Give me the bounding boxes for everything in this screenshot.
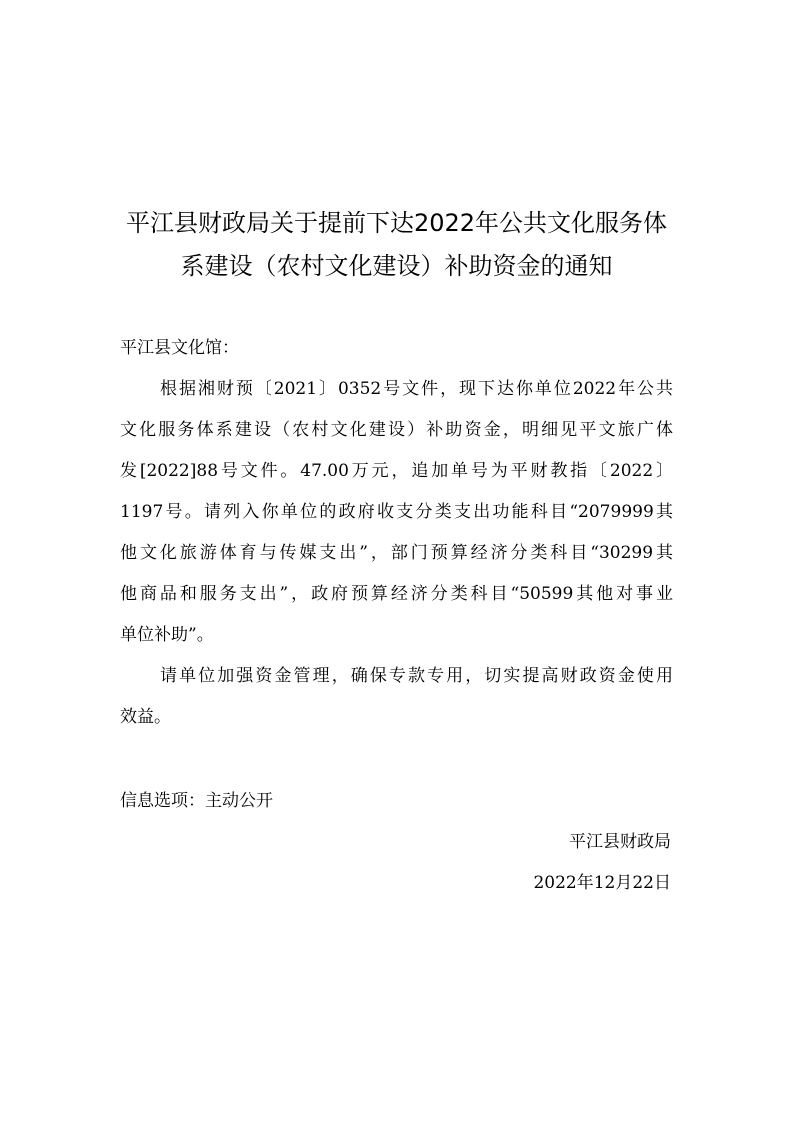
paragraph1-line-3: 发[2022]88号文件。47.00万元，追加单号为平财教指〔2022〕 xyxy=(120,461,673,481)
paragraph2-line-1: 请单位加强资金管理，确保专款专用，切实提高财政资金使用 xyxy=(160,666,673,686)
paragraph1-line-7: 单位补助”。 xyxy=(120,625,214,645)
document-title-line-2: 系建设（农村文化建设）补助资金的通知 xyxy=(180,252,613,280)
paragraph1-line-4: 1197号。请列入你单位的政府收支分类支出功能科目“2079999其 xyxy=(120,502,673,522)
disclosure-option: 信息选项：主动公开 xyxy=(120,791,273,811)
issue-date: 2022年12月22日 xyxy=(533,873,671,893)
issuer-signature: 平江县财政局 xyxy=(569,832,671,852)
paragraph1-line-2: 文化服务体系建设（农村文化建设）补助资金，明细见平文旅广体 xyxy=(120,420,673,440)
paragraph1-line-1: 根据湘财预〔2021〕0352号文件，现下达你单位2022年公共 xyxy=(160,379,673,399)
document-title-line-1: 平江县财政局关于提前下达2022年公共文化服务体 xyxy=(125,209,668,237)
paragraph1-line-6: 他商品和服务支出”，政府预算经济分类科目“50599其他对事业 xyxy=(120,584,673,604)
paragraph2-line-2: 效益。 xyxy=(120,707,171,727)
salutation: 平江县文化馆： xyxy=(120,338,239,358)
paragraph1-line-5: 他文化旅游体育与传媒支出”，部门预算经济分类科目“30299其 xyxy=(120,543,673,563)
